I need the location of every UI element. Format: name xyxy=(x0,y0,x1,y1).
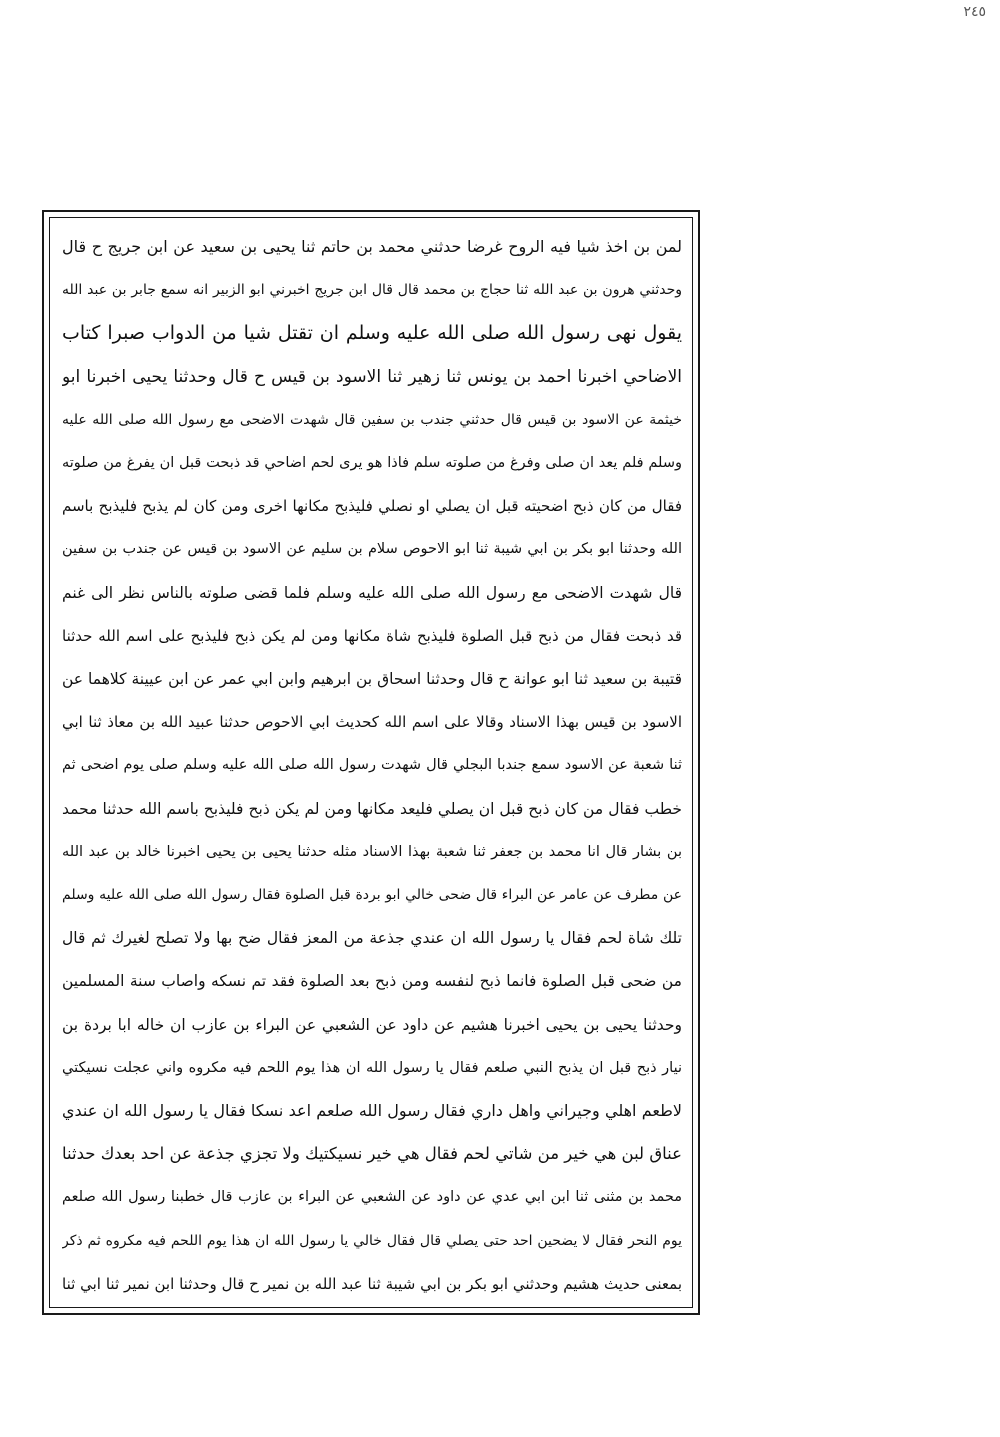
manuscript-line-24: يوم النحر فقال لا يضحين احد حتى يصلي قال فقال خالي يا رسول الله ان هذا يوم اللحم فيه مكروه ثم ذكر xyxy=(62,1232,682,1249)
manuscript-text-block xyxy=(62,232,682,1299)
manuscript-line-11: قتيبة بن سعيد ثنا ابو عوانة ح قال وحدثنا اسحاق بن ابرهيم وابن ابي عمر عن ابن عيينة كلاهما عن xyxy=(62,670,682,689)
manuscript-line-25: بمعنى حديث هشيم وحدثني ابو بكر بن ابي شيبة ثنا عبد الله بن نمير ح قال وحدثنا ابن نمير ثنا ابي ثنا xyxy=(62,1274,682,1293)
manuscript-line-22: عناق لبن هي خير من شاتي لحم فقال هي خير نسيكتيك ولا تجزي جذعة عن احد بعدك حدثنا xyxy=(62,1144,682,1164)
manuscript-line-12: الاسود بن قيس بهذا الاسناد وقالا على اسم الله كحديث ابي الاحوص حدثنا عبيد الله بن معاذ ثنا ابي xyxy=(62,713,682,732)
manuscript-line-9: قال شهدت الاضحى مع رسول الله صلى الله عليه وسلم فلما قضى صلوته بالناس نظر الى غنم xyxy=(62,583,682,602)
manuscript-line-1: لمن بن اخذ شيا فيه الروح غرضا حدثني محمد بن حاتم ثنا يحيى بن سعيد عن ابن جريج ح قال xyxy=(62,237,682,256)
manuscript-line-23: محمد بن مثنى ثنا ابن ابي عدي عن داود عن الشعبي عن البراء بن عازب قال خطبنا رسول الله صلعم xyxy=(62,1189,682,1206)
text-frame-outer xyxy=(42,210,700,1315)
manuscript-line-3: يقول نهى رسول الله صلى الله عليه وسلم ان تقتل شيا من الدواب صبرا كتاب xyxy=(62,322,682,345)
folio-number: ٢٤٥ xyxy=(963,4,986,20)
manuscript-line-19: وحدثنا يحيى بن يحيى اخبرنا هشيم عن داود عن الشعبي عن البراء بن عازب ان خاله ابا بردة بن xyxy=(62,1015,682,1034)
manuscript-line-15: بن بشار قال انا محمد بن جعفر ثنا شعبة بهذا الاسناد مثله حدثنا يحيى بن يحيى اخبرنا خالد بن عبد الله xyxy=(62,843,682,860)
manuscript-line-2: وحدثني هرون بن عبد الله ثنا حجاج بن محمد قال قال ابن جريج اخبرني ابو الزبير انه سمع جابر بن عبد الله xyxy=(62,282,682,299)
manuscript-line-17: تلك شاة لحم فقال يا رسول الله ان عندي جذعة من المعز فقال ضح بها ولا تصلح لغيرك ثم قال xyxy=(62,929,682,948)
manuscript-line-16: عن مطرف عن عامر عن البراء قال ضحى خالي ابو بردة قبل الصلوة فقال رسول الله صلى الله عليه وسلم xyxy=(62,887,682,904)
manuscript-line-21: لاطعم اهلي وجيراني واهل داري فقال رسول الله صلعم اعد نسكا فقال يا رسول الله ان عندي xyxy=(62,1101,682,1121)
manuscript-line-8: الله وحدثنا ابو بكر بن ابي شيبة ثنا ابو الاحوص سلام بن سليم عن الاسود بن قيس عن جندب بن سفين xyxy=(62,541,682,558)
manuscript-line-10: قد ذبحت فقال من ذبح قبل الصلوة فليذبح شاة مكانها ومن لم يكن ذبح فليذبح على اسم الله حدثنا xyxy=(62,626,682,645)
manuscript-line-14: خطب فقال من كان ذبح قبل ان يصلي فليعد مكانها ومن لم يكن ذبح فليذبح باسم الله حدثنا محمد xyxy=(62,799,682,818)
manuscript-line-6: وسلم فلم يعد ان صلى وفرغ من صلوته سلم فاذا هو يرى لحم اضاحي قد ذبحت قبل ان يفرغ من صلوته xyxy=(62,455,682,472)
manuscript-line-5: خيثمة عن الاسود بن قيس قال حدثني جندب بن سفين قال شهدت الاضحى مع رسول الله صلى الله عليه xyxy=(62,411,682,428)
manuscript-line-20: نيار ذبح قبل ان يذبح النبي صلعم فقال يا رسول الله ان هذا يوم اللحم فيه مكروه واني عجلت نسيكتي xyxy=(62,1059,682,1076)
manuscript-line-4: الاضاحي اخبرنا احمد بن يونس ثنا زهير ثنا الاسود بن قيس ح قال وحدثنا يحيى اخبرنا ابو xyxy=(62,366,682,387)
manuscript-line-18: من ضحى قبل الصلوة فانما ذبح لنفسه ومن ذبح بعد الصلوة فقد تم نسكه واصاب سنة المسلمين xyxy=(62,972,682,991)
manuscript-line-13: ثنا شعبة عن الاسود سمع جندبا البجلي قال شهدت رسول الله صلى الله عليه وسلم صلى يوم اضحى ثم xyxy=(62,757,682,774)
manuscript-line-7: فقال من كان ذبح اضحيته قبل ان يصلي او نصلي فليذبح مكانها اخرى ومن كان لم يذبح فليذبح باسم xyxy=(62,497,682,516)
